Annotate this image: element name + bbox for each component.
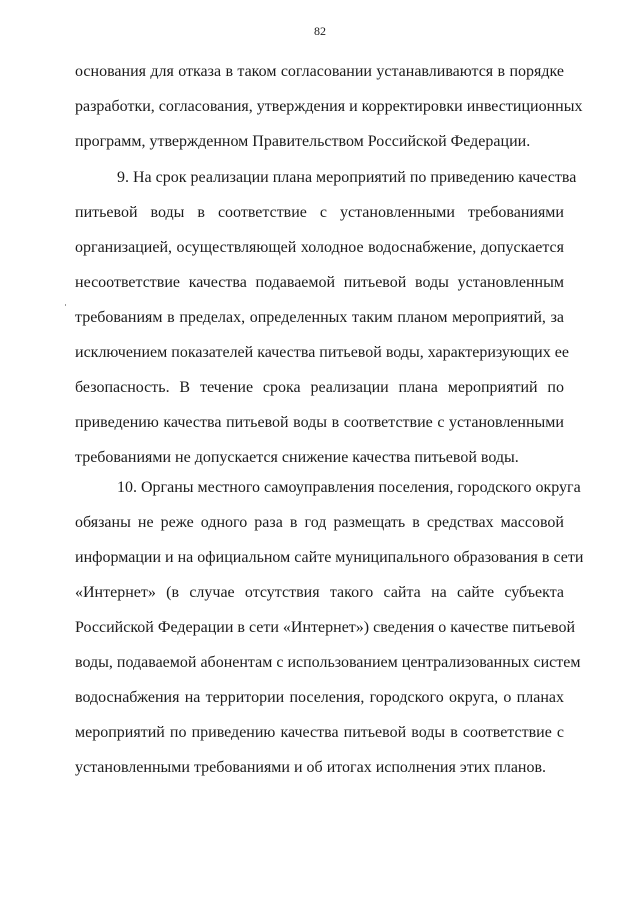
paragraph-line: приведению качества питьевой воды в соответствие с установленными [75, 414, 564, 431]
page-number: 82 [314, 24, 326, 38]
paragraph-line: исключением показателей качества питьевой воды, характеризующих ее [75, 344, 569, 361]
paragraph-line: мероприятий по приведению качества питьевой воды в соответствие с [75, 724, 564, 741]
paragraph-10 [75, 478, 584, 778]
paragraph-line: 10. Органы местного самоуправления поселения, городского округа [117, 479, 581, 496]
paragraph-line: информации и на официальном сайте муниципального образования в сети [75, 549, 584, 566]
paragraph-line: питьевой воды в соответствие с установленными требованиями [75, 204, 564, 221]
continuation-line: программ, утвержденном Правительством Российской Федерации. [75, 133, 531, 150]
paragraph-line: установленными требованиями и об итогах исполнения этих планов. [75, 759, 547, 776]
paragraph-line: требованиям в пределах, определенных таким планом мероприятий, за [75, 309, 564, 326]
paragraph-line: воды, подаваемой абонентам с использованием централизованных систем [75, 654, 581, 671]
continuation-line: разработки, согласования, утверждения и корректировки инвестиционных [75, 98, 583, 115]
continuation-paragraph [75, 62, 583, 152]
paragraph-line: несоответствие качества подаваемой питьевой воды установленным [75, 274, 564, 291]
paragraph-line: безопасность. В течение срока реализации плана мероприятий по [75, 379, 564, 396]
margin-mark [65, 304, 66, 306]
paragraph-9 [75, 168, 577, 468]
paragraph-line: Российской Федерации в сети «Интернет») сведения о качестве питьевой [75, 619, 576, 636]
paragraph-line: обязаны не реже одного раза в год размещать в средствах массовой [75, 514, 564, 531]
paragraph-line: организацией, осуществляющей холодное водоснабжение, допускается [75, 239, 564, 256]
paragraph-line: 9. На срок реализации плана мероприятий по приведению качества [117, 169, 577, 186]
paragraph-line: «Интернет» (в случае отсутствия такого сайта на сайте субъекта [75, 584, 564, 601]
paragraph-line: водоснабжения на территории поселения, городского округа, о планах [75, 689, 564, 706]
paragraph-line: требованиями не допускается снижение качества питьевой воды. [75, 449, 519, 466]
continuation-line: основания для отказа в таком согласовании устанавливаются в порядке [75, 63, 564, 80]
